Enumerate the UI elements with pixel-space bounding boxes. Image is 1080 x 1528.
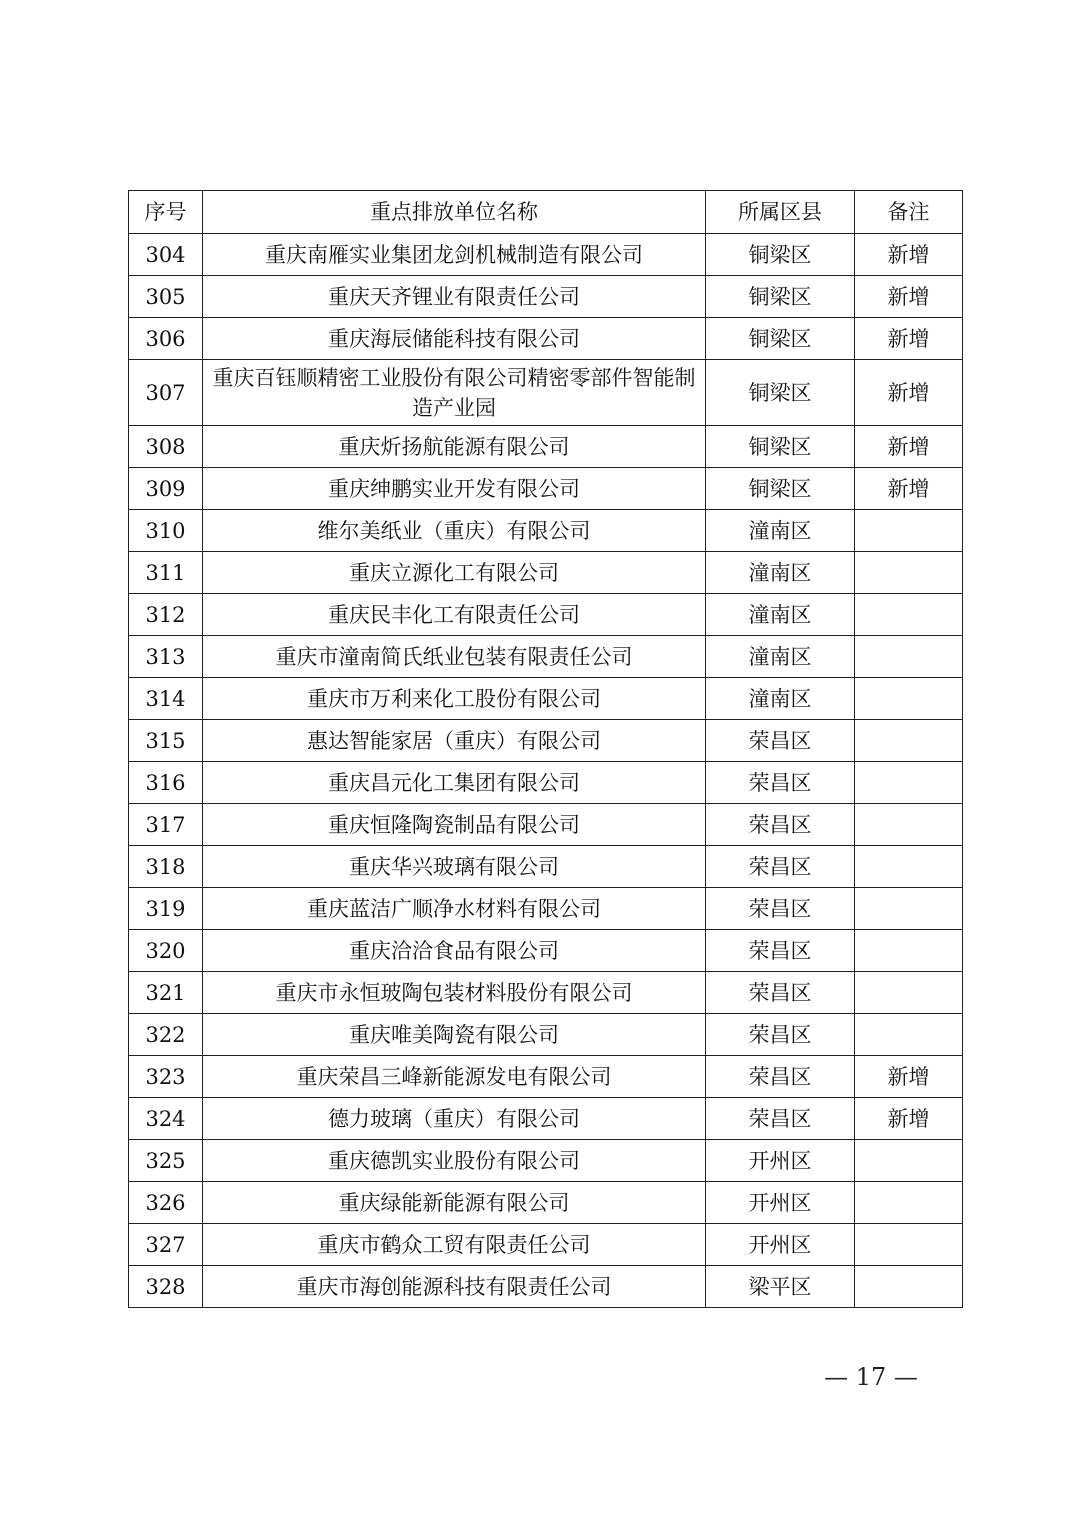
district: 开州区 (706, 1140, 855, 1182)
row-number: 319 (129, 888, 203, 930)
note (855, 552, 963, 594)
row-number: 308 (129, 426, 203, 468)
note (855, 846, 963, 888)
table-row (129, 1140, 963, 1182)
district: 铜梁区 (706, 234, 855, 276)
district: 梁平区 (706, 1266, 855, 1308)
note (855, 678, 963, 720)
district: 荣昌区 (706, 804, 855, 846)
note: 新增 (855, 426, 963, 468)
note: 新增 (855, 276, 963, 318)
row-number: 323 (129, 1056, 203, 1098)
note: 新增 (855, 360, 963, 426)
table-row (129, 846, 963, 888)
district: 荣昌区 (706, 762, 855, 804)
unit-name: 重庆唯美陶瓷有限公司 (203, 1014, 706, 1056)
table-row (129, 1266, 963, 1308)
district: 荣昌区 (706, 1098, 855, 1140)
row-number: 312 (129, 594, 203, 636)
unit-name: 重庆昌元化工集团有限公司 (203, 762, 706, 804)
unit-name: 重庆海辰储能科技有限公司 (203, 318, 706, 360)
note (855, 594, 963, 636)
note (855, 1140, 963, 1182)
note: 新增 (855, 468, 963, 510)
table-row (129, 1224, 963, 1266)
row-number: 304 (129, 234, 203, 276)
row-number: 320 (129, 930, 203, 972)
row-number: 322 (129, 1014, 203, 1056)
row-number: 314 (129, 678, 203, 720)
note (855, 972, 963, 1014)
header-no: 序号 (129, 191, 203, 234)
district: 荣昌区 (706, 888, 855, 930)
district: 开州区 (706, 1224, 855, 1266)
note (855, 888, 963, 930)
note (855, 804, 963, 846)
row-number: 309 (129, 468, 203, 510)
row-number: 316 (129, 762, 203, 804)
table-row (129, 360, 963, 426)
row-number: 317 (129, 804, 203, 846)
page-number: — 17 — (824, 1363, 918, 1391)
note (855, 1266, 963, 1308)
row-number: 307 (129, 360, 203, 426)
row-number: 311 (129, 552, 203, 594)
note (855, 510, 963, 552)
district: 开州区 (706, 1182, 855, 1224)
unit-name: 重庆荣昌三峰新能源发电有限公司 (203, 1056, 706, 1098)
table-row (129, 1182, 963, 1224)
table-row (129, 234, 963, 276)
table-row (129, 888, 963, 930)
unit-name: 重庆市万利来化工股份有限公司 (203, 678, 706, 720)
table-row (129, 1014, 963, 1056)
table-row (129, 276, 963, 318)
note (855, 1182, 963, 1224)
district: 潼南区 (706, 678, 855, 720)
unit-name: 重庆蓝洁广顺净水材料有限公司 (203, 888, 706, 930)
unit-name: 重庆市永恒玻陶包装材料股份有限公司 (203, 972, 706, 1014)
district: 铜梁区 (706, 276, 855, 318)
row-number: 321 (129, 972, 203, 1014)
note: 新增 (855, 318, 963, 360)
unit-name: 重庆洽洽食品有限公司 (203, 930, 706, 972)
district: 荣昌区 (706, 1056, 855, 1098)
note: 新增 (855, 1098, 963, 1140)
table-row (129, 804, 963, 846)
note (855, 1014, 963, 1056)
table-row (129, 318, 963, 360)
district: 荣昌区 (706, 846, 855, 888)
header-district: 所属区县 (706, 191, 855, 234)
table-row (129, 762, 963, 804)
table-row (129, 510, 963, 552)
district: 铜梁区 (706, 468, 855, 510)
row-number: 324 (129, 1098, 203, 1140)
district: 铜梁区 (706, 360, 855, 426)
header-note: 备注 (855, 191, 963, 234)
note (855, 720, 963, 762)
row-number: 305 (129, 276, 203, 318)
note (855, 762, 963, 804)
unit-name: 德力玻璃（重庆）有限公司 (203, 1098, 706, 1140)
header-name: 重点排放单位名称 (203, 191, 706, 234)
district: 荣昌区 (706, 972, 855, 1014)
emission-units-table (128, 190, 963, 1308)
unit-name: 重庆绅鹏实业开发有限公司 (203, 468, 706, 510)
table-row (129, 1098, 963, 1140)
note (855, 636, 963, 678)
unit-name: 重庆市鹤众工贸有限责任公司 (203, 1224, 706, 1266)
unit-name: 重庆市海创能源科技有限责任公司 (203, 1266, 706, 1308)
district: 铜梁区 (706, 318, 855, 360)
district: 潼南区 (706, 552, 855, 594)
unit-name: 重庆恒隆陶瓷制品有限公司 (203, 804, 706, 846)
table-row (129, 1056, 963, 1098)
unit-name: 重庆德凯实业股份有限公司 (203, 1140, 706, 1182)
table-row (129, 426, 963, 468)
unit-name: 重庆南雁实业集团龙剑机械制造有限公司 (203, 234, 706, 276)
row-number: 313 (129, 636, 203, 678)
district: 荣昌区 (706, 930, 855, 972)
unit-name: 惠达智能家居（重庆）有限公司 (203, 720, 706, 762)
row-number: 327 (129, 1224, 203, 1266)
district: 荣昌区 (706, 1014, 855, 1056)
district: 潼南区 (706, 594, 855, 636)
note: 新增 (855, 234, 963, 276)
district: 潼南区 (706, 636, 855, 678)
unit-name: 重庆天齐锂业有限责任公司 (203, 276, 706, 318)
unit-name: 重庆立源化工有限公司 (203, 552, 706, 594)
unit-name: 重庆华兴玻璃有限公司 (203, 846, 706, 888)
table-row (129, 552, 963, 594)
table-row (129, 594, 963, 636)
note (855, 930, 963, 972)
unit-name: 重庆绿能新能源有限公司 (203, 1182, 706, 1224)
table-row (129, 930, 963, 972)
table-row (129, 720, 963, 762)
table-row (129, 468, 963, 510)
unit-name: 重庆炘扬航能源有限公司 (203, 426, 706, 468)
note (855, 1224, 963, 1266)
district: 铜梁区 (706, 426, 855, 468)
row-number: 326 (129, 1182, 203, 1224)
table-header-row (129, 191, 963, 234)
unit-name: 重庆百钰顺精密工业股份有限公司精密零部件智能制造产业园 (203, 360, 706, 426)
district: 潼南区 (706, 510, 855, 552)
table-row (129, 636, 963, 678)
row-number: 318 (129, 846, 203, 888)
unit-name: 重庆民丰化工有限责任公司 (203, 594, 706, 636)
row-number: 315 (129, 720, 203, 762)
row-number: 310 (129, 510, 203, 552)
table-body (129, 234, 963, 1308)
table-row (129, 972, 963, 1014)
district: 荣昌区 (706, 720, 855, 762)
unit-name: 重庆市潼南简氏纸业包装有限责任公司 (203, 636, 706, 678)
table-row (129, 678, 963, 720)
row-number: 306 (129, 318, 203, 360)
note: 新增 (855, 1056, 963, 1098)
row-number: 328 (129, 1266, 203, 1308)
row-number: 325 (129, 1140, 203, 1182)
unit-name: 维尔美纸业（重庆）有限公司 (203, 510, 706, 552)
